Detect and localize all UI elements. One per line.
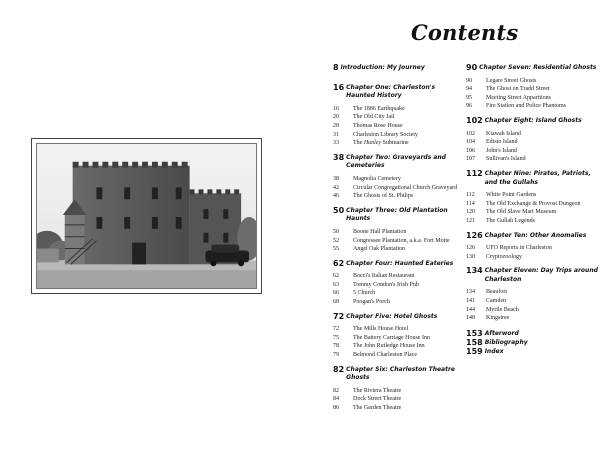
toc-chapter-heading: 72 Chapter Five: Hotel Ghosts bbox=[333, 311, 438, 321]
toc-entry: 84 Dock Street Theatre bbox=[333, 396, 402, 403]
toc-entry: 82 The Riviera Theatre bbox=[333, 387, 402, 394]
toc-entry: 62 Bocci's Italian Restaurant bbox=[333, 273, 415, 280]
toc-entry: 95 Meeting Street Apparitions bbox=[466, 94, 551, 101]
toc-entry: 79 Belmond Charleston Place bbox=[333, 352, 417, 359]
toc-entry: 31 Charleston Library Society bbox=[333, 131, 418, 138]
toc-entry-list bbox=[333, 228, 463, 254]
toc-entry: 104 Edisto Island bbox=[466, 139, 518, 146]
toc-entry: 33 The Hunley Submarine bbox=[333, 140, 409, 147]
contents-heading: Contents bbox=[411, 20, 519, 45]
toc-entry-list bbox=[333, 272, 463, 306]
toc-entry: 55 Angel Oak Plantation bbox=[333, 246, 405, 253]
toc-chapter-heading: 126 Chapter Ten: Other Anomalies bbox=[466, 230, 587, 240]
toc-entry: 106 John's Island bbox=[466, 147, 517, 154]
toc-entry: 28 Thomas Rose House bbox=[333, 122, 403, 129]
toc-entry: 75 The Battery Carriage House Inn bbox=[333, 334, 430, 341]
toc-entry: 114 The Old Exchange & Provost Dungeon bbox=[466, 200, 581, 207]
toc-entry: 20 The Old City Jail bbox=[333, 114, 395, 121]
toc-section bbox=[333, 64, 463, 81]
toc-chapter-heading: 62 Chapter Four: Haunted Eateries bbox=[333, 258, 454, 268]
toc-entry: 68 Poogan's Porch bbox=[333, 299, 390, 306]
toc-section bbox=[333, 207, 463, 254]
toc-chapter-heading: 8 Introduction: My Journey bbox=[333, 63, 425, 72]
toc-entry-list bbox=[466, 77, 600, 111]
toc-entry: 107 Sullivan's Island bbox=[466, 156, 526, 163]
toc-entry: 126 UFO Reports in Charleston bbox=[466, 245, 552, 252]
toc-section bbox=[466, 64, 600, 111]
toc-entry-list bbox=[333, 325, 463, 359]
toc-entry: 102 Kiawah Island bbox=[466, 130, 521, 137]
toc-entry-list bbox=[333, 105, 463, 148]
toc-entry: 38 Magnolia Cemetery bbox=[333, 175, 401, 182]
toc-chapter-heading: 102 Chapter Eight: Island Ghosts bbox=[466, 115, 582, 125]
old-city-jail-image bbox=[37, 144, 256, 288]
toc-chapter-heading: 134 Chapter Eleven: Day Trips around Charleston bbox=[466, 266, 598, 283]
photo-frame bbox=[31, 138, 262, 294]
toc-chapter-heading: 112 Chapter Nine: Pirates, Patriots, and the Gullahs bbox=[466, 168, 591, 186]
toc-chapter-heading: 16 Chapter One: Charleston's Haunted History bbox=[333, 82, 436, 100]
toc-entry-list bbox=[333, 175, 463, 201]
toc-entry: 46 The Ghosts of St. Philips bbox=[333, 193, 414, 200]
toc-entry: 50 Boone Hall Plantation bbox=[333, 228, 407, 235]
toc-entry: 96 Fire Station and Police Phantoms bbox=[466, 103, 566, 110]
toc-section bbox=[333, 84, 463, 148]
old-jail-photo bbox=[36, 143, 257, 289]
toc-entry: 134 Beaufort bbox=[466, 289, 507, 296]
toc-entry: 121 The Gullah Legends bbox=[466, 217, 535, 224]
toc-left-column bbox=[333, 64, 463, 419]
toc-chapter-heading: 90 Chapter Seven: Residential Ghosts bbox=[466, 63, 597, 72]
toc-section bbox=[333, 154, 463, 201]
toc-section bbox=[466, 117, 600, 164]
toc-backmatter-item: 153 Afterword bbox=[466, 328, 519, 338]
toc-right-column bbox=[466, 64, 600, 359]
toc-entry: 42 Circular Congregational Church Graveyard bbox=[333, 184, 458, 191]
toc-entry: 144 Myrtle Beach bbox=[466, 306, 519, 313]
toc-section bbox=[466, 232, 600, 262]
toc-entry: 148 Kingstree bbox=[466, 315, 510, 322]
toc-entry: 94 The Ghost on Tradd Street bbox=[466, 86, 550, 93]
toc-chapter-heading: 38 Chapter Two: Graveyards and Cemeteries bbox=[333, 152, 446, 170]
toc-entry: 78 The John Rutledge House Inn bbox=[333, 343, 425, 350]
toc-entry: 63 Tommy Condon's Irish Pub bbox=[333, 281, 419, 288]
toc-entry: 130 Cryptozoology bbox=[466, 253, 522, 260]
toc-section bbox=[333, 260, 463, 307]
toc-entry: 52 Congressee Plantation, a.k.a. Fort Motte bbox=[333, 237, 450, 244]
toc-chapter-heading: 82 Chapter Six: Charleston Theatre Ghosts bbox=[333, 364, 455, 382]
toc-entry-list bbox=[466, 244, 600, 261]
toc-section bbox=[466, 267, 600, 323]
toc-entry-list bbox=[333, 387, 463, 413]
toc-section bbox=[333, 366, 463, 413]
toc-entry: 16 The 1886 Earthquake bbox=[333, 105, 405, 112]
toc-section bbox=[466, 170, 600, 226]
toc-entry: 90 Legare Street Ghosts bbox=[466, 77, 537, 84]
toc-backmatter-item: 159 Index bbox=[466, 346, 504, 356]
toc-entry: 141 Camden bbox=[466, 298, 506, 305]
toc-chapter-heading: 50 Chapter Three: Old Plantation Haunts bbox=[333, 205, 448, 223]
toc-backmatter bbox=[466, 329, 600, 356]
toc-entry-list bbox=[466, 288, 600, 322]
toc-section bbox=[333, 313, 463, 360]
toc-entry: 86 The Garden Theatre bbox=[333, 405, 402, 411]
toc-backmatter-item: 158 Bibliography bbox=[466, 337, 528, 347]
toc-entry: 72 The Mills House Hotel bbox=[333, 326, 409, 333]
toc-entry: 112 White Point Gardens bbox=[466, 192, 537, 199]
toc-entry: 66 5 Church bbox=[333, 290, 376, 297]
toc-entry-list bbox=[466, 191, 600, 225]
toc-entry-list bbox=[466, 130, 600, 164]
toc-entry: 120 The Old Slave Mart Museum bbox=[466, 209, 557, 216]
